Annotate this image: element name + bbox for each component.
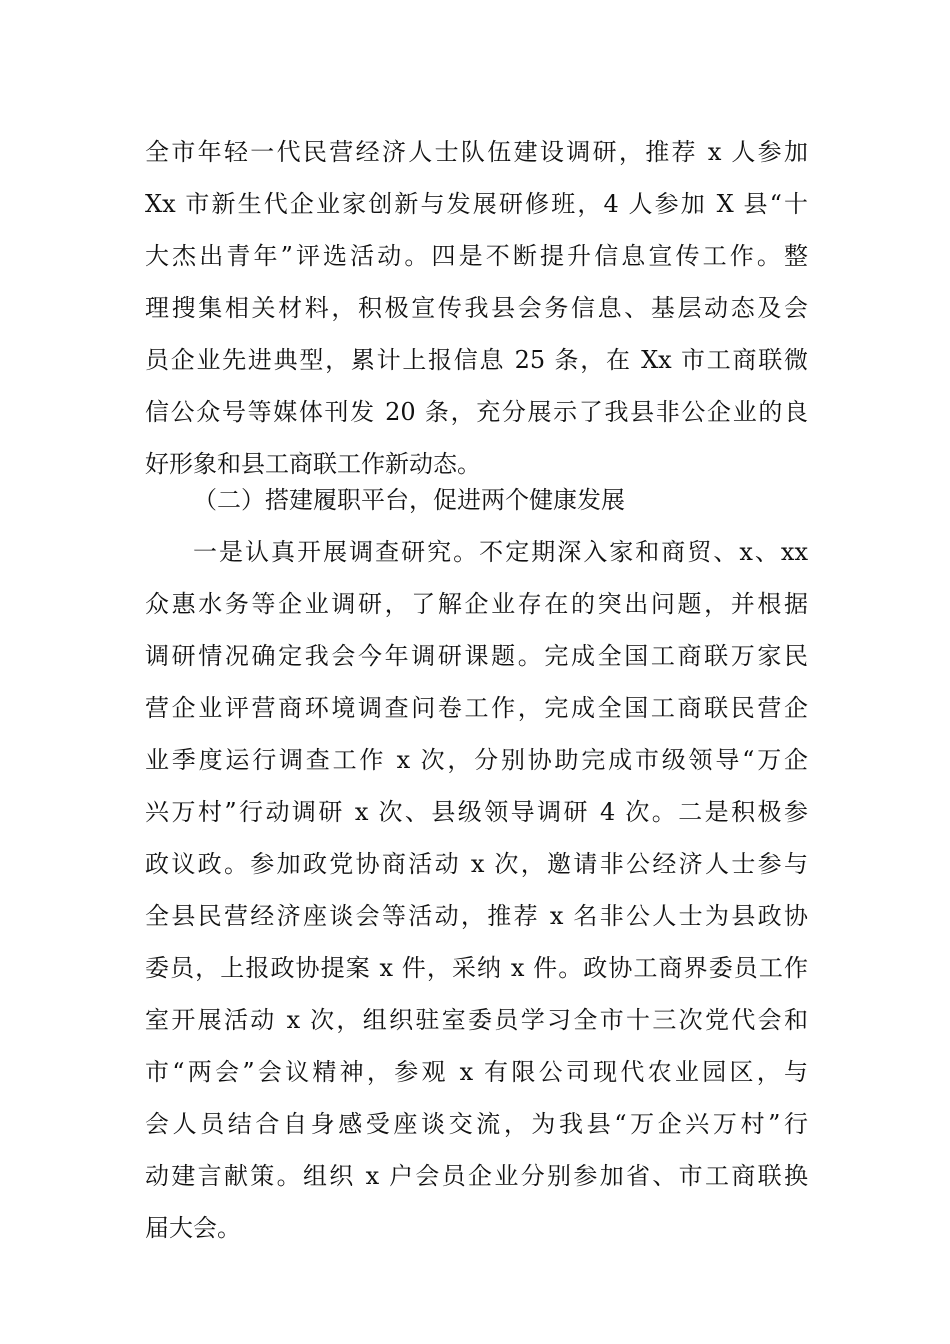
paragraph-2-line: 众惠水务等企业调研，了解企业存在的突出问题，并根据: [145, 590, 808, 618]
paragraph-1-line: 信公众号等媒体刊发 20 条，充分展示了我县非公企业的良: [145, 398, 808, 426]
section-heading-text: （二）搭建履职平台，促进两个健康发展: [193, 486, 625, 514]
paragraph-1: [145, 126, 808, 490]
paragraph-1-line: 全市年轻一代民营经济人士队伍建设调研，推荐 x 人参加: [145, 138, 808, 166]
section-heading: [145, 474, 808, 526]
paragraph-2-line: 委员，上报政协提案 x 件，采纳 x 件。政协工商界委员工作: [145, 954, 808, 982]
paragraph-2-line: 调研情况确定我会今年调研课题。完成全国工商联万家民: [145, 642, 808, 670]
paragraph-1-line: 理搜集相关材料，积极宣传我县会务信息、基层动态及会: [145, 294, 808, 322]
paragraph-1-line: 大杰出青年”评选活动。四是不断提升信息宣传工作。整: [145, 242, 808, 270]
paragraph-2-line: 全县民营经济座谈会等活动，推荐 x 名非公人士为县政协: [145, 902, 808, 930]
paragraph-2-line: 兴万村”行动调研 x 次、县级领导调研 4 次。二是积极参: [145, 798, 808, 826]
paragraph-1-line: Xx 市新生代企业家创新与发展研修班，4 人参加 X 县“十: [145, 190, 808, 218]
paragraph-2-line: 业季度运行调查工作 x 次，分别协助完成市级领导“万企: [145, 746, 808, 774]
paragraph-2-line: 会人员结合自身感受座谈交流，为我县“万企兴万村”行: [145, 1110, 808, 1138]
paragraph-2-line: 届大会。: [145, 1214, 241, 1242]
paragraph-1-line: 员企业先进典型，累计上报信息 25 条，在 Xx 市工商联微: [145, 346, 808, 374]
paragraph-2: [145, 526, 808, 1254]
paragraph-2-line: 市“两会”会议精神，参观 x 有限公司现代农业园区，与: [145, 1058, 808, 1086]
paragraph-2-line: 营企业评营商环境调查问卷工作，完成全国工商联民营企: [145, 694, 808, 722]
paragraph-1-line: 好形象和县工商联工作新动态。: [145, 450, 481, 478]
paragraph-2-line: 动建言献策。组织 x 户会员企业分别参加省、市工商联换: [145, 1162, 808, 1190]
paragraph-2-line: 政议政。参加政党协商活动 x 次，邀请非公经济人士参与: [145, 850, 808, 878]
paragraph-2-line: 一是认真开展调查研究。不定期深入家和商贸、x、xx: [193, 538, 808, 566]
paragraph-2-line: 室开展活动 x 次，组织驻室委员学习全市十三次党代会和: [145, 1006, 808, 1034]
